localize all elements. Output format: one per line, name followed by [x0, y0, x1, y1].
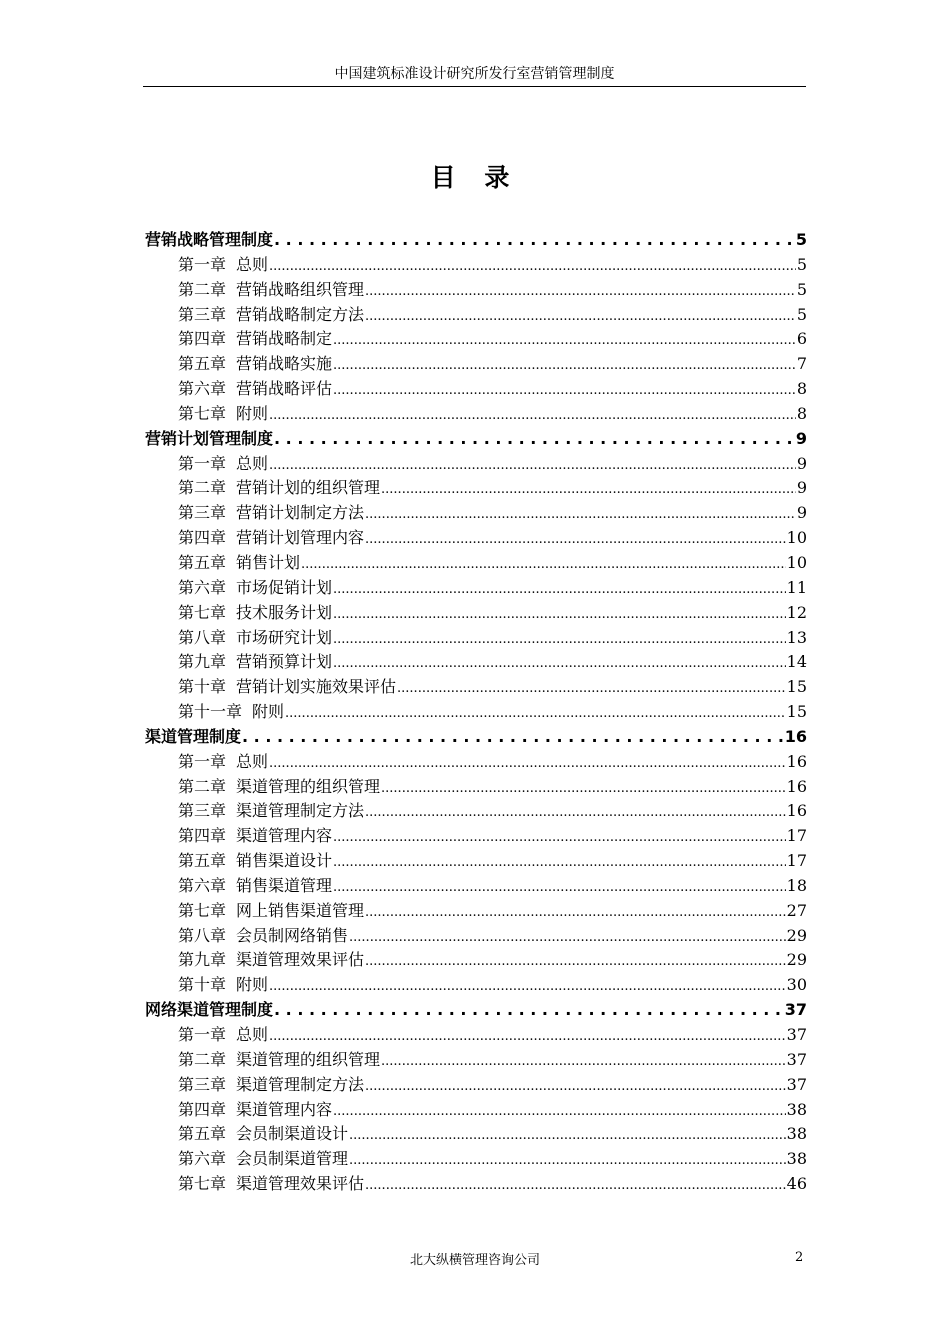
toc-chapter-number: 第十章	[178, 677, 227, 697]
toc-page-number: 5	[795, 230, 807, 249]
toc-chapter-number: 第四章	[178, 1099, 227, 1119]
toc-entry-label: 技术服务计划	[236, 602, 333, 622]
toc-dot-leader	[381, 478, 796, 503]
toc-dot-leader	[333, 628, 786, 653]
toc-section-entry[interactable]	[145, 427, 807, 452]
toc-page-number: 13	[786, 627, 807, 647]
toc-entry-label: 附则	[236, 975, 269, 995]
toc-chapter-entry[interactable]	[145, 303, 807, 328]
toc-dot-leader	[365, 503, 796, 528]
toc-page-number: 46	[786, 1174, 807, 1194]
toc-dot-leader	[333, 851, 786, 876]
toc-dot-leader	[301, 553, 786, 578]
toc-page-number: 16	[784, 726, 807, 746]
toc-entry-label: 销售渠道管理	[236, 875, 333, 895]
toc-dot-leader	[365, 528, 786, 553]
toc-entry-label: 营销预算计划	[236, 652, 333, 672]
toc-page-number: 37	[786, 1025, 807, 1044]
toc-chapter-number: 第二章	[178, 1049, 227, 1069]
toc-chapter-entry[interactable]	[145, 675, 807, 700]
toc-chapter-entry[interactable]	[145, 650, 807, 675]
toc-page-number: 17	[786, 826, 807, 846]
toc-dot-leader	[365, 801, 786, 826]
toc-title: 目 录	[430, 163, 520, 192]
toc-chapter-number: 第三章	[178, 1074, 227, 1094]
toc-page-number: 10	[786, 528, 807, 548]
toc-page-number: 15	[786, 702, 807, 722]
toc-entry-label: 总则	[236, 751, 269, 771]
toc-entry-label: 网络渠道管理制度	[145, 1000, 274, 1020]
toc-entry-label: 营销计划制定方法	[236, 503, 365, 523]
toc-chapter-number: 第四章	[178, 528, 227, 548]
toc-entry-label: 营销计划实施效果评估	[236, 677, 397, 697]
toc-chapter-number: 第三章	[178, 304, 227, 324]
toc-chapter-entry[interactable]	[145, 849, 807, 874]
toc-entry-label: 会员制渠道管理	[236, 1149, 349, 1169]
toc-chapter-entry[interactable]	[145, 924, 807, 949]
toc-chapter-entry[interactable]	[145, 1023, 807, 1048]
toc-chapter-entry[interactable]	[145, 973, 807, 998]
toc-entry-label: 总则	[236, 1025, 269, 1044]
toc-page-number: 8	[796, 403, 807, 423]
toc-entry-label: 营销计划管理内容	[236, 528, 365, 548]
toc-dot-leader	[349, 926, 786, 951]
toc-dot-leader	[274, 998, 784, 1023]
toc-chapter-number: 第三章	[178, 503, 227, 523]
toc-chapter-number: 第七章	[178, 403, 227, 423]
toc-page-number: 38	[786, 1099, 807, 1119]
toc-page-number: 27	[786, 900, 807, 920]
toc-page-number: 37	[784, 1000, 807, 1020]
toc-section-entry[interactable]	[145, 228, 807, 253]
toc-entry-label: 会员制网络销售	[236, 925, 349, 945]
toc-entry-label: 市场促销计划	[236, 577, 333, 597]
toc-page-number: 5	[796, 279, 807, 299]
toc-entry-label: 渠道管理的组织管理	[236, 776, 381, 796]
toc-chapter-entry[interactable]	[145, 799, 807, 824]
toc-entry-label: 附则	[252, 702, 285, 722]
toc-chapter-entry[interactable]	[145, 253, 807, 278]
toc-dot-leader	[285, 702, 786, 727]
toc-chapter-entry[interactable]	[145, 899, 807, 924]
toc-page-number: 29	[786, 925, 807, 945]
toc-chapter-number: 第五章	[178, 1124, 227, 1144]
toc-entry-label: 营销战略制定	[236, 329, 333, 349]
footer-page-number: 2	[795, 1250, 804, 1265]
toc-chapter-entry[interactable]	[145, 824, 807, 849]
toc-dot-leader	[365, 1075, 786, 1100]
toc-chapter-entry[interactable]	[145, 1098, 807, 1123]
toc-dot-leader	[242, 725, 784, 750]
toc-entry-label: 渠道管理制度	[145, 726, 242, 746]
toc-chapter-entry[interactable]	[145, 551, 807, 576]
toc-chapter-number: 第一章	[178, 254, 227, 274]
toc-chapter-entry[interactable]	[145, 327, 807, 352]
toc-dot-leader	[397, 677, 786, 702]
toc-page-number: 16	[786, 751, 807, 771]
toc-page-number: 9	[795, 428, 807, 448]
toc-entry-label: 渠道管理的组织管理	[236, 1049, 381, 1069]
toc-chapter-entry[interactable]	[145, 476, 807, 501]
toc-dot-leader	[365, 305, 796, 330]
toc-chapter-number: 第一章	[178, 1025, 227, 1044]
toc-dot-leader	[349, 1124, 786, 1149]
toc-chapter-number: 第一章	[178, 751, 227, 771]
toc-chapter-number: 第二章	[178, 478, 227, 498]
toc-entry-label: 附则	[236, 403, 269, 423]
toc-page-number: 9	[796, 478, 807, 498]
toc-entry-label: 总则	[236, 453, 269, 473]
toc-chapter-number: 第六章	[178, 1149, 227, 1169]
toc-page-number: 16	[786, 801, 807, 821]
toc-dot-leader	[274, 427, 795, 452]
toc-chapter-entry[interactable]	[145, 601, 807, 626]
toc-chapter-entry[interactable]	[145, 626, 807, 651]
toc-chapter-entry[interactable]	[145, 352, 807, 377]
toc-chapter-number: 第四章	[178, 329, 227, 349]
toc-page-number: 29	[786, 950, 807, 970]
toc-chapter-number: 第四章	[178, 826, 227, 846]
toc-chapter-entry[interactable]	[145, 948, 807, 973]
toc-chapter-entry[interactable]	[145, 1048, 807, 1073]
toc-chapter-number: 第十章	[178, 975, 227, 995]
toc-dot-leader	[381, 777, 786, 802]
toc-entry-label: 营销战略组织管理	[236, 279, 365, 299]
toc-entry-label: 渠道管理制定方法	[236, 801, 365, 821]
toc-page-number: 37	[786, 1074, 807, 1094]
table-of-contents	[145, 228, 807, 1197]
toc-chapter-number: 第七章	[178, 602, 227, 622]
toc-chapter-number: 第八章	[178, 627, 227, 647]
page-header: 中国建筑标准设计研究所发行室营销管理制度	[143, 64, 806, 87]
toc-entry-label: 营销计划管理制度	[145, 428, 274, 448]
toc-dot-leader	[365, 901, 786, 926]
toc-page-number: 7	[796, 354, 807, 374]
toc-dot-leader	[333, 329, 796, 354]
toc-chapter-number: 第六章	[178, 379, 227, 399]
toc-page-number: 12	[786, 602, 807, 622]
toc-entry-label: 营销战略实施	[236, 354, 333, 374]
toc-entry-label: 营销战略制定方法	[236, 304, 365, 324]
toc-chapter-number: 第三章	[178, 801, 227, 821]
toc-entry-label: 销售渠道设计	[236, 851, 333, 871]
toc-page-number: 38	[786, 1149, 807, 1169]
toc-dot-leader	[333, 603, 786, 628]
toc-entry-label: 渠道管理效果评估	[236, 1174, 365, 1194]
toc-dot-leader	[333, 876, 786, 901]
toc-dot-leader	[269, 255, 796, 280]
toc-chapter-entry[interactable]	[145, 874, 807, 899]
toc-page-number: 11	[786, 577, 807, 597]
toc-entry-label: 网上销售渠道管理	[236, 900, 365, 920]
toc-chapter-number: 第九章	[178, 950, 227, 970]
toc-page-number: 5	[796, 304, 807, 324]
toc-chapter-number: 第二章	[178, 776, 227, 796]
toc-dot-leader	[269, 454, 796, 479]
toc-chapter-entry[interactable]	[145, 1073, 807, 1098]
toc-entry-label: 营销战略管理制度	[145, 230, 274, 249]
toc-dot-leader	[333, 826, 786, 851]
toc-dot-leader	[269, 975, 786, 1000]
toc-chapter-entry[interactable]	[145, 1172, 807, 1197]
toc-page-number: 18	[786, 875, 807, 895]
toc-dot-leader	[274, 228, 795, 253]
toc-dot-leader	[333, 1100, 786, 1125]
toc-dot-leader	[381, 1050, 786, 1075]
toc-page-number: 5	[796, 254, 807, 274]
toc-chapter-number: 第一章	[178, 453, 227, 473]
toc-dot-leader	[365, 950, 786, 975]
toc-entry-label: 渠道管理制定方法	[236, 1074, 365, 1094]
toc-entry-label: 渠道管理效果评估	[236, 950, 365, 970]
toc-page-number: 30	[786, 975, 807, 995]
toc-chapter-entry[interactable]	[145, 501, 807, 526]
toc-chapter-number: 第七章	[178, 1174, 227, 1194]
toc-chapter-number: 第五章	[178, 354, 227, 374]
toc-entry-label: 销售计划	[236, 552, 301, 572]
toc-entry-label: 营销计划的组织管理	[236, 478, 381, 498]
toc-dot-leader	[333, 354, 796, 379]
toc-chapter-entry[interactable]	[145, 526, 807, 551]
toc-chapter-entry[interactable]	[145, 700, 807, 725]
toc-chapter-entry[interactable]	[145, 402, 807, 427]
toc-chapter-number: 第六章	[178, 875, 227, 895]
toc-chapter-number: 第五章	[178, 552, 227, 572]
toc-page-number: 37	[786, 1049, 807, 1069]
toc-dot-leader	[269, 1025, 786, 1050]
toc-chapter-number: 第七章	[178, 900, 227, 920]
toc-section-entry[interactable]	[145, 725, 807, 750]
toc-entry-label: 会员制渠道设计	[236, 1124, 349, 1144]
toc-page-number: 38	[786, 1124, 807, 1144]
toc-page-number: 10	[786, 552, 807, 572]
toc-dot-leader	[269, 752, 786, 777]
toc-entry-label: 营销战略评估	[236, 379, 333, 399]
toc-entry-label: 渠道管理内容	[236, 1099, 333, 1119]
footer-company: 北大纵横管理咨询公司	[409, 1253, 540, 1268]
toc-page-number: 9	[796, 453, 807, 473]
toc-chapter-entry[interactable]	[145, 576, 807, 601]
toc-chapter-entry[interactable]	[145, 377, 807, 402]
toc-chapter-entry[interactable]	[145, 775, 807, 800]
toc-page-number: 14	[786, 652, 807, 672]
toc-chapter-number: 第八章	[178, 925, 227, 945]
toc-dot-leader	[365, 1174, 786, 1199]
toc-dot-leader	[365, 280, 796, 305]
toc-page-number: 16	[786, 776, 807, 796]
toc-page-number: 8	[796, 379, 807, 399]
toc-chapter-number: 第六章	[178, 577, 227, 597]
toc-dot-leader	[333, 578, 786, 603]
toc-entry-label: 渠道管理内容	[236, 826, 333, 846]
toc-dot-leader	[269, 404, 796, 429]
toc-entry-label: 市场研究计划	[236, 627, 333, 647]
toc-page-number: 15	[786, 677, 807, 697]
toc-chapter-entry[interactable]	[145, 750, 807, 775]
toc-dot-leader	[333, 652, 786, 677]
toc-chapter-number: 第九章	[178, 652, 227, 672]
toc-chapter-number: 第二章	[178, 279, 227, 299]
toc-entry-label: 总则	[236, 254, 269, 274]
toc-chapter-entry[interactable]	[145, 1147, 807, 1172]
toc-chapter-number: 第十一章	[178, 702, 243, 722]
toc-chapter-entry[interactable]	[145, 278, 807, 303]
toc-dot-leader	[349, 1149, 786, 1174]
toc-chapter-entry[interactable]	[145, 452, 807, 477]
toc-section-entry[interactable]	[145, 998, 807, 1023]
toc-page-number: 9	[796, 503, 807, 523]
toc-page-number: 17	[786, 851, 807, 871]
toc-chapter-number: 第五章	[178, 851, 227, 871]
toc-page-number: 6	[796, 329, 807, 349]
toc-chapter-entry[interactable]	[145, 1122, 807, 1147]
toc-dot-leader	[333, 379, 796, 404]
